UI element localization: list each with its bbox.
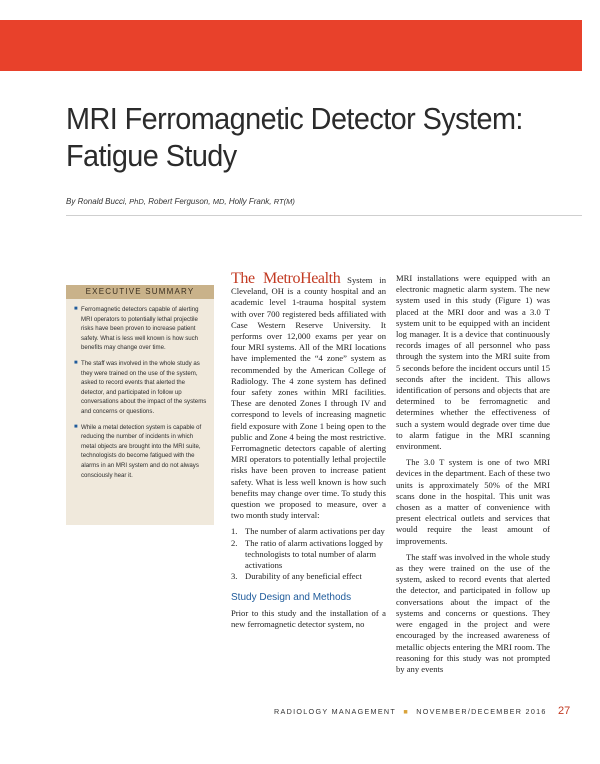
list-item [231, 538, 386, 572]
page-footer [274, 705, 574, 717]
list-item-text: The ratio of alarm activations logged by technologists to total number of alarm activations [245, 537, 383, 571]
author-name: Holly Frank [228, 197, 270, 206]
paragraph-text: The staff was involved in the whole study as they were trained on the use of the system, asked to record events that alerted the detector, and participated in follow up conversations about the impact of the systems and concerns or questions. They were engaged in the project and were encouraged by the increased awareness of metallic objects entering the MRI room. The reasoning for this study was not prompted by any events [396, 551, 550, 674]
list-item [231, 571, 386, 582]
intro-paragraph [231, 270, 386, 521]
section-heading: Study Design and Methods [231, 592, 352, 604]
author-degree: PhD [129, 197, 144, 206]
author-degree: MD [212, 197, 225, 206]
paragraph-text: The 3.0 T system is one of two MRI devices in the department. Each of these two units is approximately 50% of the MRI scans done in the hospital. This unit was chosen as a matter of convenience with present electrical outlets and services that would require the least amount of improvements. [396, 457, 550, 546]
methods-paragraph-continued: MRI installations were equipped with an electronic magnetic alarm system. The new system used in this study (Figure 1) was placed at the MRI door and was a 3.0 T system unit to be equipped with an incident log manager. It is a device that continuously records images of all personnel who pass through the system into the MRI suite from 5 seconds before the incident occurs until 15 seconds after the incident. This allows identification of persons and objects that are determined to be ferromagnetic and determines whether the effectiveness of such a system would degrade over time due to alarm fatigue in the MRI scanning environment. [396, 273, 550, 452]
author-degree: RT(M) [273, 197, 295, 206]
square-bullet-icon: ■ [74, 423, 78, 430]
author-name: Ronald Bucci [77, 197, 125, 206]
list-item-text: The number of alarm activations per day [245, 526, 385, 537]
list-number: 3. [231, 571, 238, 582]
executive-summary-heading: EXECUTIVE SUMMARY [66, 285, 214, 299]
list-item-text: Durability of any beneficial effect [245, 571, 362, 582]
intro-text: System in Cleveland, OH is a county hospital and an academic level 1-trauma hospital system with over 700 registered beds affiliated with Case Western Reserve University. It performs over 12,000 exams per year on four MRI systems. All of the MRI locations have implemented the “4 zone” system as recommended by the American College of Radiology. The 4 zone system has defined four safety zones within MRI facilities. These are denoted Zones I through IV and correspond to levels of increasing magnetic field exposure with Zone 1 being open to the public and Zone 4 being the most restrictive. Ferromagnetic detectors capable of alerting MRI operators to potentially lethal projectile risks have been proven to increase patient safety. What is less well known is how such benefits may change over time. To study this question we proposed to measure, over a two month study interval: [231, 275, 386, 521]
list-number: 2. [231, 537, 238, 548]
byline-prefix: By [66, 197, 76, 206]
summary-bullet [74, 359, 208, 417]
methods-paragraph: Prior to this study and the installation of a new ferromagnetic detector system, no [231, 607, 386, 629]
author-name: Robert Ferguson [148, 197, 209, 206]
header-banner [0, 20, 582, 71]
summary-bullet-text: Ferromagnetic detectors capable of alerting MRI operators to potentially lethal projectile risks have been proven to increase patient safety. What is less well known is how such benefits may change over time. [81, 306, 199, 352]
list-item [231, 526, 386, 537]
paragraph [396, 552, 550, 675]
separator-icon: ■ [403, 707, 409, 716]
body-column-1 [231, 270, 386, 635]
summary-bullet-text: The staff was involved in the whole study as they were trained on the use of the system, asked to record events that alerted the detector, and participated in follow up conversations about the impact of the systems and concerns or questions. [81, 359, 207, 415]
byline: By Ronald Bucci, PhD, Robert Ferguson, MD, Holly Frank, RT(M) [66, 197, 295, 206]
issue-date: NOVEMBER/DECEMBER 2016 [416, 707, 547, 716]
summary-bullet [74, 305, 208, 353]
article-title [66, 100, 550, 174]
study-measures-list [231, 526, 386, 582]
lead-in: The MetroHealth [231, 270, 341, 287]
title-line-1: MRI Ferromagnetic Detector System: [66, 101, 523, 136]
square-bullet-icon: ■ [74, 306, 78, 312]
page-number: 27 [558, 705, 571, 717]
summary-bullet-text: While a metal detection system is capable of reducing the number of incidents in which metal objects are brought into the MRI suite, technologists do become fatigued with the alarms in an MRI system and do not always consciously hear it. [81, 423, 202, 479]
executive-summary-box [66, 285, 214, 525]
paragraph [396, 457, 550, 547]
summary-bullet [74, 423, 208, 481]
executive-summary-list [66, 299, 214, 480]
body-column-2 [396, 273, 550, 680]
square-bullet-icon: ■ [74, 359, 78, 366]
journal-name: RADIOLOGY MANAGEMENT [274, 707, 396, 716]
byline-divider [66, 215, 582, 216]
list-number: 1. [231, 526, 238, 537]
title-line-2: Fatigue Study [66, 138, 237, 173]
